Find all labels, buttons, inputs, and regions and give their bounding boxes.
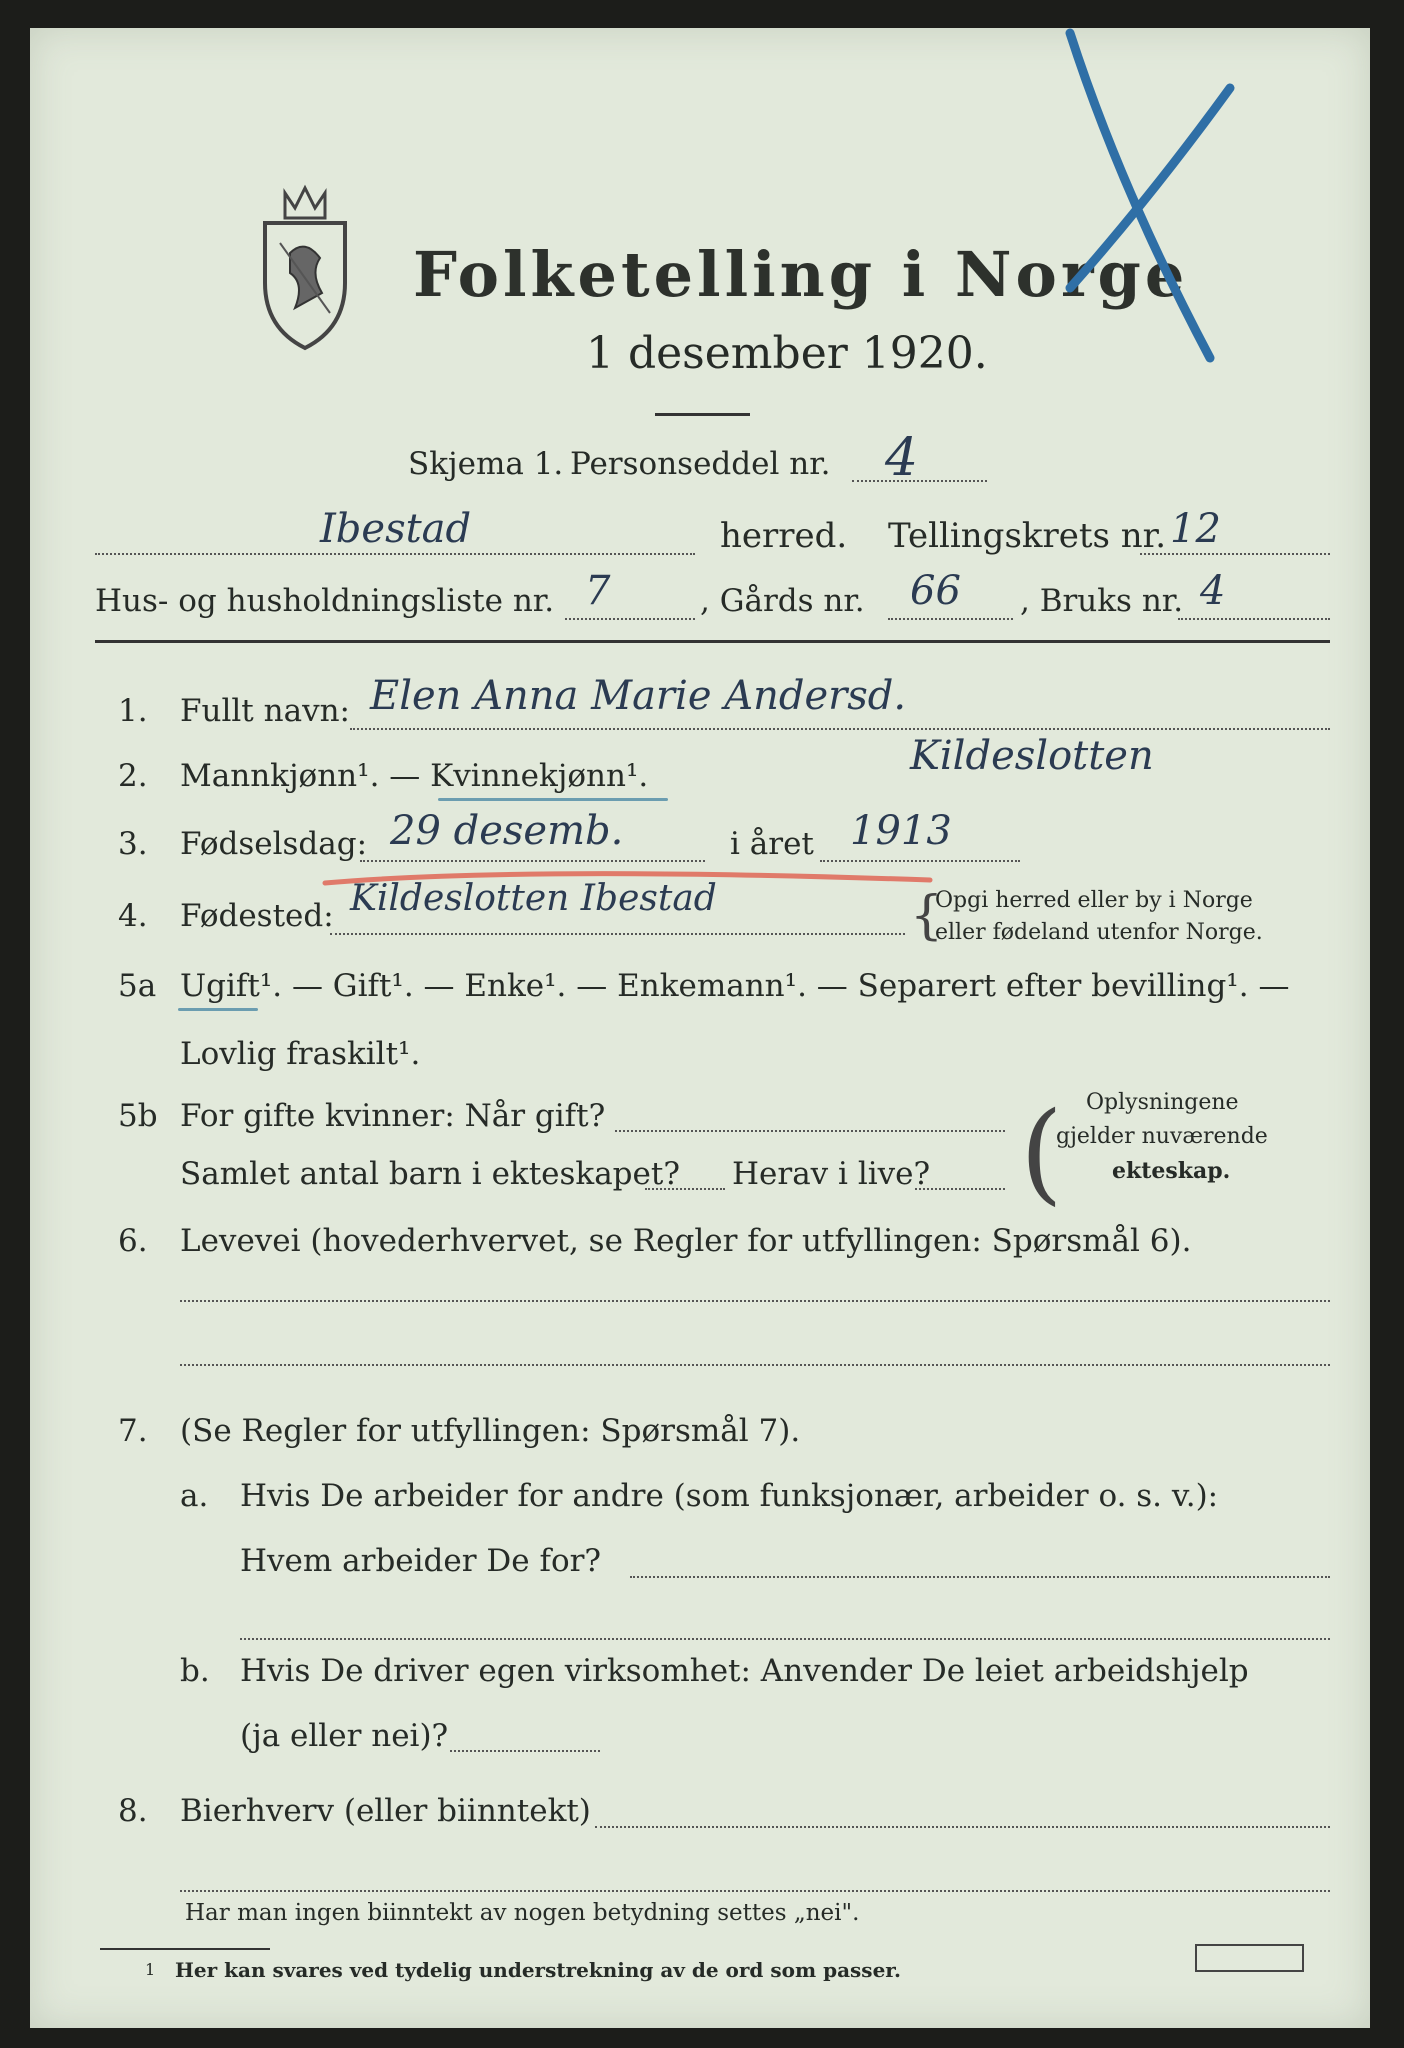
bruks-line bbox=[1178, 618, 1330, 620]
personseddel-value: 4 bbox=[885, 428, 919, 488]
q7a-label-cont: Hvem arbeider De for? bbox=[240, 1543, 602, 1579]
q1-number: 1. bbox=[118, 693, 148, 729]
q7a-line-1 bbox=[630, 1576, 1330, 1578]
q8-number: 8. bbox=[118, 1793, 148, 1829]
bruks-value: 4 bbox=[1200, 568, 1226, 614]
q7b-label-cont: (ja eller nei)? bbox=[240, 1718, 449, 1754]
gaards-label: , Gårds nr. bbox=[700, 583, 865, 619]
q1-value: Elen Anna Marie Andersd. bbox=[370, 673, 907, 719]
q3-year-label: i året bbox=[730, 826, 814, 862]
q4-note-2: eller fødeland utenfor Norge. bbox=[935, 920, 1263, 945]
q5b-alive-line bbox=[915, 1188, 1005, 1190]
q3-value: 29 desemb. bbox=[390, 808, 624, 854]
q5b-note-3: ekteskap. bbox=[1112, 1158, 1231, 1184]
census-form bbox=[30, 28, 1370, 2028]
q5a-label: Ugift¹. — Gift¹. — Enke¹. — Enkemann¹. — Separert efter bevilling¹. — bbox=[180, 968, 1290, 1004]
tellingskrets-line bbox=[1140, 553, 1330, 555]
q7-label: (Se Regler for utfyllingen: Spørsmål 7). bbox=[180, 1413, 801, 1449]
q7b-label: Hvis De driver egen virksomhet: Anvender De leiet arbeidshjelp bbox=[240, 1653, 1249, 1689]
q4-number: 4. bbox=[118, 898, 148, 934]
q2-label: Mannkjønn¹. — Kvinnekjønn¹. bbox=[180, 758, 649, 794]
q7a-line-2 bbox=[240, 1638, 1330, 1640]
herred-label: herred. bbox=[720, 516, 848, 556]
q5b-number: 5b bbox=[118, 1098, 158, 1134]
q4-value: Kildeslotten Ibestad bbox=[350, 878, 717, 919]
q3-label: Fødselsdag: bbox=[180, 826, 368, 862]
coat-of-arms-icon bbox=[250, 183, 360, 353]
herred-line bbox=[95, 553, 695, 555]
printer-stamp bbox=[1195, 1944, 1304, 1972]
q8-line-1 bbox=[595, 1826, 1330, 1828]
q1-line bbox=[350, 728, 1330, 730]
q6-line-1 bbox=[180, 1300, 1330, 1302]
footnote-number: 1 bbox=[145, 1960, 156, 1979]
husliste-line bbox=[565, 618, 695, 620]
form-title: Folketelling i Norge bbox=[413, 238, 1189, 311]
husliste-value: 7 bbox=[585, 568, 611, 614]
q6-number: 6. bbox=[118, 1223, 148, 1259]
section-divider bbox=[95, 640, 1330, 643]
kvinnekjonn-underline bbox=[438, 798, 668, 801]
q2-number: 2. bbox=[118, 758, 148, 794]
q7b-line bbox=[450, 1750, 600, 1752]
q5b-bracket: ( bbox=[1020, 1088, 1063, 1216]
q5b-children-label: Samlet antal barn i ekteskapet? bbox=[180, 1156, 680, 1192]
q4-note-1: Opgi herred eller by i Norge bbox=[935, 888, 1253, 913]
skjema-label: Skjema 1. bbox=[408, 446, 564, 482]
footer-note: Har man ingen biinntekt av nogen betydning settes „nei". bbox=[185, 1900, 860, 1926]
q7b-letter: b. bbox=[180, 1653, 210, 1689]
q3-number: 3. bbox=[118, 826, 148, 862]
ugift-underline bbox=[178, 1008, 258, 1011]
q1-label: Fullt navn: bbox=[180, 693, 350, 729]
husliste-label: Hus- og husholdningsliste nr. bbox=[95, 583, 555, 619]
q5a-number: 5a bbox=[118, 968, 157, 1004]
bruks-label: , Bruks nr. bbox=[1020, 583, 1184, 619]
herred-value: Ibestad bbox=[320, 506, 472, 552]
q5b-note-1: Oplysningene bbox=[1086, 1090, 1239, 1115]
q5a-label-cont: Lovlig fraskilt¹. bbox=[180, 1036, 421, 1072]
census-date: 1 desember 1920. bbox=[586, 328, 988, 379]
q3-year-value: 1913 bbox=[850, 808, 952, 854]
tellingskrets-value: 12 bbox=[1170, 506, 1221, 552]
q4-brace: { bbox=[910, 886, 944, 946]
q7a-letter: a. bbox=[180, 1478, 209, 1514]
tellingskrets-label: Tellingskrets nr. bbox=[888, 516, 1167, 556]
footnote-rule bbox=[100, 1948, 270, 1950]
q4-label: Fødested: bbox=[180, 898, 334, 934]
x-mark-icon bbox=[1030, 28, 1270, 368]
gaards-line bbox=[888, 618, 1013, 620]
q5b-label: For gifte kvinner: Når gift? bbox=[180, 1098, 606, 1134]
q7-number: 7. bbox=[118, 1413, 148, 1449]
personseddel-line bbox=[852, 480, 987, 482]
q4-line bbox=[330, 933, 905, 935]
personseddel-label: Personseddel nr. bbox=[570, 446, 831, 482]
gaards-value: 66 bbox=[910, 568, 961, 614]
q5b-alive-label: Herav i live? bbox=[732, 1156, 931, 1192]
q8-line-2 bbox=[180, 1890, 1330, 1892]
q1-value-cont: Kildeslotten bbox=[910, 733, 1154, 779]
q6-label: Levevei (hovederhvervet, se Regler for utfyllingen: Spørsmål 6). bbox=[180, 1223, 1192, 1259]
q7a-label: Hvis De arbeider for andre (som funksjonær, arbeider o. s. v.): bbox=[240, 1478, 1219, 1514]
q5b-when-line bbox=[615, 1130, 1005, 1132]
q6-line-2 bbox=[180, 1364, 1330, 1366]
q8-label: Bierhverv (eller biinntekt) bbox=[180, 1793, 591, 1829]
q5b-children-line bbox=[645, 1188, 725, 1190]
footnote-text: Her kan svares ved tydelig understrekning av de ord som passer. bbox=[175, 1958, 901, 1982]
q5b-note-2: gjelder nuværende bbox=[1056, 1124, 1268, 1149]
title-divider bbox=[655, 413, 750, 416]
